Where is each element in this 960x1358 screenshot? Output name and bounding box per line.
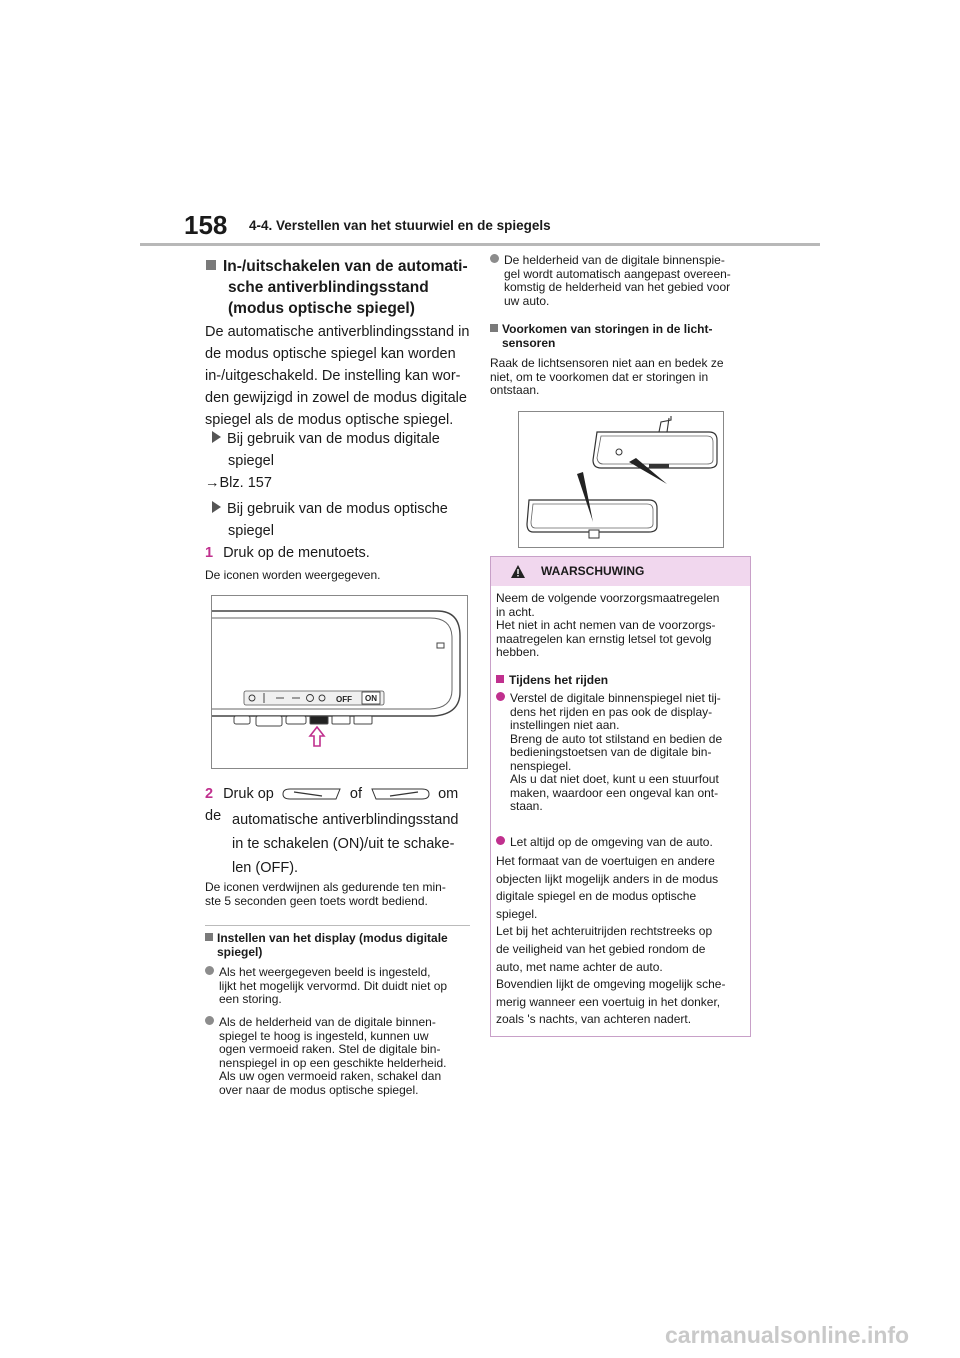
pointer-arrow-icon bbox=[310, 727, 324, 746]
header-rule bbox=[140, 243, 820, 246]
info-bullet-2: Als de helderheid van de digitale binnen- spiegel te hoog is ingesteld, kunnen uw ogen vermoeid raken. Stel de digitale bin- nenspiegel in op een geschikte helderheid. Als uw ogen vermoeid raken, schakel dan over naar de modus optische spiegel. bbox=[205, 1016, 470, 1097]
dot-bullet-icon bbox=[490, 254, 499, 263]
info-bullet-1: Als het weergegeven beeld is ingesteld, lijkt het mogelijk vervormd. Dit duidt niet op een storing. bbox=[205, 966, 470, 1007]
section-title: In-/uitschakelen van de automati- sche antiverblindingsstand (modus optische spiegel) bbox=[208, 256, 473, 319]
mirror-menu-illustration bbox=[212, 596, 467, 768]
separator bbox=[205, 925, 470, 926]
warning-title: WAARSCHUWING bbox=[541, 564, 645, 578]
page-reference: →Blz. 157 bbox=[205, 475, 272, 491]
dot-bullet-icon bbox=[496, 692, 505, 701]
warning-intro: Neem de volgende voorzorgsmaatregelen in acht. Het niet in acht nemen van de voorzorgs- maatregelen kan ernstig letsel tot gevolg hebben. bbox=[496, 591, 720, 659]
step-2-continued: automatische antiverblindingsstand in te schakelen (ON)/uit te schake- len (OFF). bbox=[232, 812, 459, 876]
arrow-bullet-icon bbox=[212, 431, 221, 443]
info-title: Instellen van het display (modus digitale spiegel) bbox=[205, 932, 470, 959]
left-button-icon bbox=[282, 788, 342, 800]
sensor-title: Voorkomen van storingen in de licht- sensoren bbox=[490, 323, 750, 350]
square-bullet-icon bbox=[496, 675, 504, 683]
step-2-note: De iconen verdwijnen als gedurende ten min- ste 5 seconden geen toets wordt bediend. bbox=[205, 880, 446, 908]
page-number: 158 bbox=[184, 210, 228, 240]
sensor-text: Raak de lichtsensoren niet aan en bedek ze niet, om te voorkomen dat er storingen in ontstaan. bbox=[490, 356, 724, 397]
warning-subtitle: Tijdens het rijden bbox=[496, 674, 746, 688]
mirror-menu-figure bbox=[211, 595, 468, 769]
dot-bullet-icon bbox=[496, 836, 505, 845]
warning-bullet-2: Let altijd op de omgeving van de auto. bbox=[496, 836, 746, 850]
chapter-title: 4-4. Verstellen van het stuurwiel en de spiegels bbox=[249, 218, 551, 233]
arrow-bullet-icon bbox=[212, 501, 221, 513]
step-2: 2 Druk op of om de bbox=[205, 786, 459, 824]
warning-header bbox=[491, 557, 750, 586]
right-bullet-1: De helderheid van de digitale binnenspie- gel wordt automatisch aangepast overeen- komstig de helderheid van het gebied voor uw auto. bbox=[490, 254, 750, 308]
bullet-digital-mode: Bij gebruik van de modus digitale spiegel bbox=[212, 428, 477, 472]
warning-bullet-1: Verstel de digitale binnenspiegel niet tij- dens het rijden en pas ook de display- instellingen niet aan. Breng de auto tot stilstand en bedien de bedieningstoetsen van de digitale bin- nenspiegel. Als u dat niet doet, kunt u een stuurfout maken, waardoor een ongeval kan ont- staan. bbox=[496, 692, 746, 814]
square-bullet-icon bbox=[490, 324, 498, 332]
dot-bullet-icon bbox=[205, 966, 214, 975]
intro-text: De automatische antiverblindingsstand in de modus optische spiegel kan worden in-/uitgeschakeld. De instelling kan wor- den gewijzigd in zowel de modus digitale spiegel als de modus optische spiegel. bbox=[205, 324, 470, 428]
step-1: 1 Druk op de menutoets. bbox=[205, 545, 370, 561]
square-bullet-icon bbox=[205, 933, 213, 941]
step-1-note: De iconen worden weergegeven. bbox=[205, 568, 381, 582]
warning-body: Het formaat van de voertuigen en andere objecten lijkt mogelijk anders in de modus digitale spiegel en de modus optische spiegel. Let bij het achteruitrijden rechtstreeks op de veiligheid van het gebied rondom de auto, met name achter de auto. Bovendien lijkt de omgeving mogelijk sche- merig wanneer een voertuig in het donker, zoals 's nachts, van achteren nadert. bbox=[496, 854, 726, 1027]
square-bullet-icon bbox=[206, 260, 216, 270]
on-label: ON bbox=[365, 694, 377, 703]
light-sensor-illustration bbox=[519, 412, 723, 547]
watermark: carmanualsonline.info bbox=[665, 1322, 910, 1348]
dot-bullet-icon bbox=[205, 1016, 214, 1025]
right-button-icon bbox=[370, 788, 430, 800]
off-label: OFF bbox=[336, 695, 352, 704]
bullet-optical-mode: Bij gebruik van de modus optische spiegel bbox=[212, 498, 477, 542]
light-sensor-figure bbox=[518, 411, 724, 548]
warning-triangle-icon bbox=[510, 564, 526, 579]
